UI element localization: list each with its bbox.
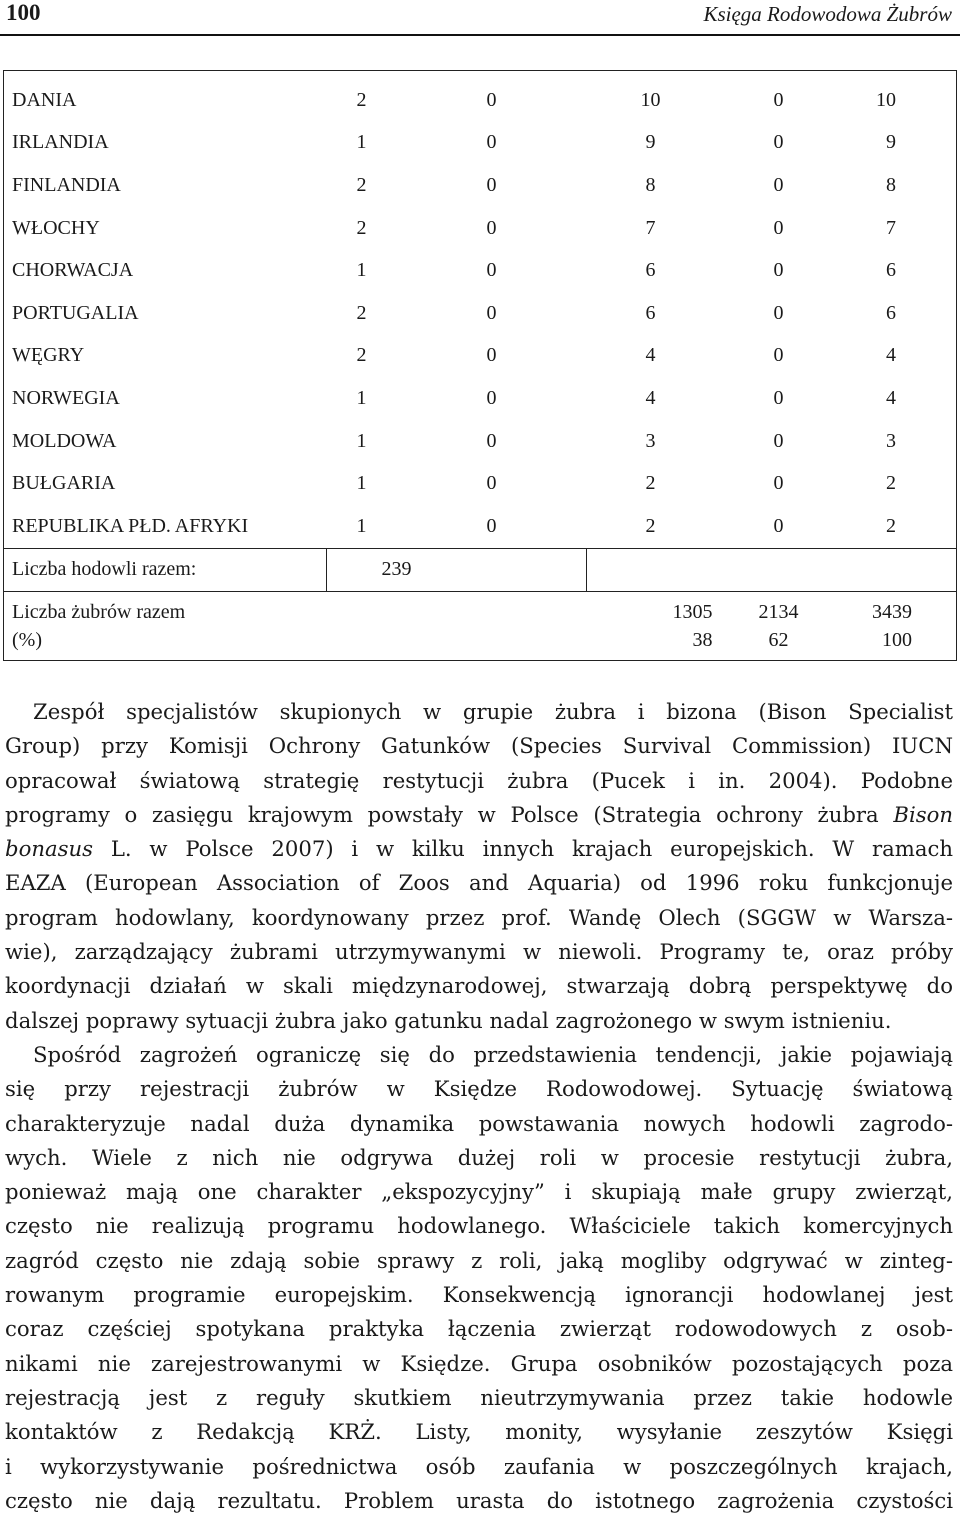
value-cell: 0 bbox=[773, 131, 784, 154]
species-name: bonasus bbox=[5, 836, 93, 862]
value-cell: 0 bbox=[773, 386, 784, 409]
country-cell: MOLDOWA bbox=[12, 429, 117, 452]
text-line: rowanym programie europejskim. Konsekwencją ignorancji hodowlanej jest bbox=[5, 1282, 953, 1308]
bison-total-cell bbox=[843, 592, 957, 661]
value-cell: 1 bbox=[356, 259, 367, 282]
country-cell: DANIA bbox=[12, 88, 77, 111]
country-cell: FINLANDIA bbox=[12, 173, 121, 196]
value-cell: 10 bbox=[640, 88, 661, 111]
value-cell: 9 bbox=[886, 131, 896, 154]
table-row bbox=[4, 505, 957, 548]
page-header bbox=[0, 0, 960, 36]
value-cell: 8 bbox=[886, 173, 896, 196]
text-line: ponieważ mają one charakter „ekspozycyjny” i skupiają małe grupy zwierząt, bbox=[5, 1179, 953, 1205]
table-row bbox=[4, 207, 957, 250]
value-cell: 1 bbox=[356, 429, 367, 452]
breeding-total-value: 239 bbox=[327, 548, 587, 592]
value-cell: 0 bbox=[773, 472, 784, 495]
value-cell: 10 bbox=[876, 88, 896, 111]
text-line: zagród często nie zdają sobie sprawy z roli, jaką mogliby odgrywać w zinteg- bbox=[5, 1247, 953, 1273]
value-cell: 2 bbox=[645, 472, 656, 495]
value-cell: 0 bbox=[486, 131, 497, 154]
text-line: EAZA (European Association of Zoos and Aquaria) od 1996 roku funkcjonuje bbox=[5, 870, 953, 896]
text-line: coraz częściej spotykana praktyka łączenia zwierząt rodowodowych z osob- bbox=[5, 1316, 953, 1342]
value-cell: 4 bbox=[886, 386, 896, 409]
value-cell: 0 bbox=[486, 301, 497, 324]
value-cell: 1 bbox=[356, 514, 367, 537]
text-line: opracował światową strategię restytucji żubra (Pucek i in. 2004). Podobne bbox=[5, 767, 953, 793]
text-line: rejestracją jest z reguły skutkiem nieutrzymywania przez takie hodowle bbox=[5, 1384, 953, 1410]
running-title: Księga Rodowodowa Żubrów bbox=[703, 2, 952, 26]
value-cell: 6 bbox=[886, 301, 896, 324]
value-cell: 6 bbox=[886, 259, 896, 282]
table-row bbox=[4, 249, 957, 292]
text-line: program hodowlany, koordynowany przez prof. Wandę Olech (SGGW w Warsza- bbox=[5, 904, 953, 930]
value-cell: 0 bbox=[486, 216, 497, 239]
body-text bbox=[5, 695, 953, 1518]
value-cell: 2 bbox=[886, 472, 896, 495]
value-cell: 0 bbox=[486, 472, 497, 495]
text-line: Group) przy Komisji Ochrony Gatunków (Species Survival Commission) IUCN bbox=[5, 733, 953, 759]
country-cell: CHORWACJA bbox=[12, 259, 134, 282]
country-cell: BUŁGARIA bbox=[12, 472, 116, 495]
text-line: często nie realizują programu hodowlanego. Właściciele takich komercyjnych bbox=[5, 1213, 953, 1239]
text-line: często nie dają rezultatu. Problem urasta do istotnego zagrożenia czystości bbox=[5, 1487, 953, 1513]
species-name: Bison bbox=[893, 801, 953, 827]
value-cell: 2 bbox=[886, 514, 896, 537]
text-line: dalszej poprawy sytuacji żubra jako gatunku nadal zagrożonego w swym istnieniu. bbox=[5, 1007, 892, 1033]
text-line: i wykorzystywanie pośrednictwa osób zaufania w poszczególnych krajach, bbox=[5, 1453, 953, 1479]
text-line: koordynacji działań w skali międzynarodowej, stwarzają dobrą perspektywę do bbox=[5, 973, 953, 999]
country-cell: WŁOCHY bbox=[12, 216, 100, 239]
value-cell: 0 bbox=[773, 301, 784, 324]
text-line: się przy rejestracji żubrów w Księdze Rodowodowej. Sytuację światową bbox=[5, 1076, 953, 1102]
country-cell: NORWEGIA bbox=[12, 386, 120, 409]
value-cell: 1 bbox=[356, 386, 367, 409]
table-row bbox=[4, 164, 957, 207]
table-row bbox=[4, 462, 957, 505]
bison-percent: 62 bbox=[768, 629, 789, 652]
value-cell: 4 bbox=[645, 344, 656, 367]
bison-total-label: Liczba żubrów razem bbox=[12, 601, 186, 624]
value-cell: 2 bbox=[356, 344, 367, 367]
bison-count: 1305 bbox=[672, 601, 713, 624]
value-cell: 0 bbox=[486, 429, 497, 452]
value-cell: 0 bbox=[486, 344, 497, 367]
table-row bbox=[4, 71, 957, 122]
text-line: bonasus L. w Polsce 2007) i w kilku innych krajach europejskich. W ramach bbox=[5, 836, 953, 862]
value-cell: 6 bbox=[645, 259, 656, 282]
value-cell: 0 bbox=[486, 173, 497, 196]
percent-label: (%) bbox=[12, 629, 42, 652]
value-cell: 3 bbox=[886, 429, 896, 452]
value-cell: 4 bbox=[886, 344, 896, 367]
value-cell: 7 bbox=[645, 216, 656, 239]
bison-total-row bbox=[4, 592, 957, 661]
value-cell: 9 bbox=[645, 131, 656, 154]
country-stats-table bbox=[3, 70, 957, 661]
text-line: wych. Wiele z nich nie odgrywa dużej roli w procesie restytucji żubra, bbox=[5, 1144, 953, 1170]
table-row bbox=[4, 420, 957, 463]
value-cell: 4 bbox=[645, 386, 656, 409]
value-cell: 3 bbox=[645, 429, 656, 452]
value-cell: 2 bbox=[356, 216, 367, 239]
text-line: nikami nie zarejestrowanymi w Księdze. Grupa osobników pozostających poza bbox=[5, 1350, 953, 1376]
table-row bbox=[4, 292, 957, 335]
breeding-total-label: Liczba hodowli razem: bbox=[4, 548, 327, 592]
empty-cell bbox=[587, 548, 957, 592]
bison-total-cell bbox=[715, 592, 843, 661]
page-number: 100 bbox=[6, 0, 41, 25]
value-cell: 7 bbox=[886, 216, 896, 239]
text-line: charakteryzuje nadal duża dynamika powstawania nowych hodowli zagrodo- bbox=[5, 1110, 953, 1136]
country-cell: IRLANDIA bbox=[12, 131, 109, 154]
bison-count: 3439 bbox=[872, 601, 912, 624]
value-cell: 1 bbox=[356, 131, 367, 154]
bison-total-label-cell bbox=[4, 592, 397, 661]
table-row bbox=[4, 122, 957, 165]
bison-percent: 100 bbox=[882, 629, 912, 652]
value-cell: 0 bbox=[486, 259, 497, 282]
text-line: Zespół specjalistów skupionych w grupie żubra i bizona (Bison Specialist bbox=[33, 699, 953, 724]
country-cell: PORTUGALIA bbox=[12, 301, 139, 324]
value-cell: 2 bbox=[645, 514, 656, 537]
country-cell: WĘGRY bbox=[12, 344, 85, 367]
value-cell: 6 bbox=[645, 301, 656, 324]
breeding-total-row bbox=[4, 548, 957, 592]
value-cell: 0 bbox=[773, 173, 784, 196]
value-cell: 0 bbox=[773, 259, 784, 282]
bison-count: 2134 bbox=[758, 601, 799, 624]
text-line: wie), zarządzający żubrami utrzymywanymi w niewoli. Programy te, oraz próby bbox=[5, 939, 953, 965]
value-cell: 0 bbox=[773, 344, 784, 367]
text-line: Spośród zagrożeń ograniczę się do przedstawienia tendencji, jakie pojawiają bbox=[33, 1041, 953, 1067]
value-cell: 2 bbox=[356, 88, 367, 111]
value-cell: 0 bbox=[773, 216, 784, 239]
value-cell: 0 bbox=[773, 514, 784, 537]
bison-percent: 38 bbox=[692, 629, 713, 652]
value-cell: 1 bbox=[356, 472, 367, 495]
value-cell: 0 bbox=[486, 514, 497, 537]
value-cell: 2 bbox=[356, 173, 367, 196]
value-cell: 2 bbox=[356, 301, 367, 324]
value-cell: 0 bbox=[486, 88, 497, 111]
value-cell: 0 bbox=[773, 429, 784, 452]
country-cell: REPUBLIKA PŁD. AFRYKI bbox=[12, 514, 249, 537]
table-row bbox=[4, 377, 957, 420]
table-row bbox=[4, 335, 957, 378]
value-cell: 0 bbox=[773, 88, 784, 111]
value-cell: 8 bbox=[645, 173, 656, 196]
bison-total-cell bbox=[397, 592, 715, 661]
text-line: programy o zasięgu krajowym powstały w Polsce (Strategia ochrony żubra Bison bbox=[5, 801, 953, 827]
text-line: kontaktów z Redakcją KRŻ. Listy, monity, wysyłanie zeszytów Księgi bbox=[5, 1419, 953, 1445]
value-cell: 0 bbox=[486, 386, 497, 409]
